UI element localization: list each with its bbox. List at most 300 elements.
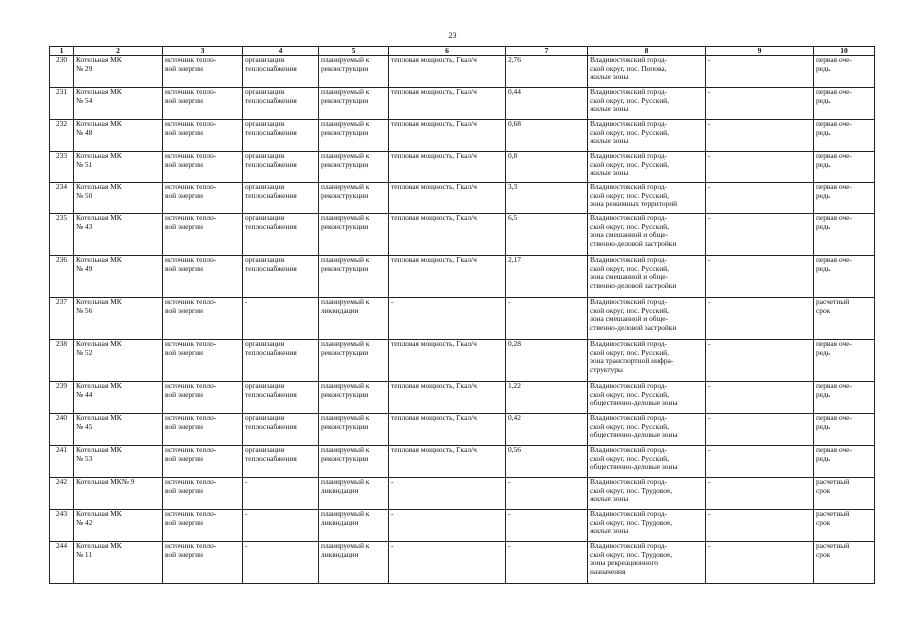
parameter-cell <box>389 446 506 478</box>
stage-cell <box>814 510 875 542</box>
column-header: 3 <box>163 47 243 56</box>
cell-text-line: 0,28 <box>508 339 521 348</box>
row-number-cell: 236 <box>50 256 74 298</box>
cell-text-line: планируемый к <box>321 87 370 96</box>
cell-text-line: редь <box>816 95 831 105</box>
cell-text-line: реконструкции <box>321 453 369 463</box>
cell-text-line: Котельная МК <box>76 255 122 264</box>
cell-text-line: - <box>708 87 711 96</box>
column-header: 4 <box>243 47 319 56</box>
cell-text-line: - <box>708 381 711 390</box>
parameter-cell <box>389 152 506 183</box>
stage-cell <box>814 256 875 298</box>
cell-text-line: Владивостокский город- <box>590 55 668 64</box>
cell-text-line: ской округ, пос. Русский, <box>590 421 669 431</box>
cell-text-line: редь <box>816 190 831 200</box>
location-cell <box>588 382 706 414</box>
cell-text-line: первая оче- <box>816 339 852 348</box>
column-header: 1 <box>50 47 74 56</box>
cell-text-line: Владивостокский город- <box>590 255 668 264</box>
cell-text-line: Котельная МК <box>76 381 122 390</box>
cell-text-line: ликвидации <box>321 485 359 495</box>
cell-text-line: № 42 <box>76 517 93 527</box>
cell-text-line: № 56 <box>76 305 93 315</box>
cell-text-line: ской округ, пос. Трудовое, <box>590 549 673 559</box>
cell-text-line: теплоснабжения <box>245 159 297 169</box>
cell-text-line: - <box>508 509 511 518</box>
location-cell <box>588 120 706 152</box>
cell-text-line: источник тепло- <box>165 55 217 64</box>
cell-text-line: теплоснабжения <box>245 453 297 463</box>
cell-text-line: ской округ, пос. Русский, <box>590 263 669 273</box>
column-header: 6 <box>389 47 506 56</box>
cell-text-line: Владивостокский город- <box>590 87 668 96</box>
cell-text-line: редь <box>816 453 831 463</box>
cell-text-line: зоны рекреационного <box>590 558 659 568</box>
cell-text-line: № 51 <box>76 159 93 169</box>
cell-text-line: ственно-деловой застройки <box>590 238 677 248</box>
cell-text-line: реконструкции <box>321 263 369 273</box>
cell-text-line: - <box>708 541 711 550</box>
cell-text-line: первая оче- <box>816 381 852 390</box>
cell-text-line: ской округ, пос. Русский, <box>590 221 669 231</box>
parameter-cell <box>389 340 506 382</box>
cell-text-line: тепловая мощность, Гкал/ч <box>391 381 477 390</box>
cell-text-line: Котельная МК <box>76 413 122 422</box>
cell-text-line: реконструкции <box>321 190 369 200</box>
status-cell <box>319 214 389 256</box>
cell-text-line: Владивостокский город- <box>590 151 668 160</box>
stage-cell <box>814 478 875 510</box>
cell-text-line: жилые зоны <box>590 72 629 82</box>
location-cell <box>588 414 706 446</box>
cell-text-line: ской округ, пос. Трудовое, <box>590 517 673 527</box>
cell-text-line: теплоснабжения <box>245 263 297 273</box>
stage-cell <box>814 152 875 183</box>
location-cell <box>588 340 706 382</box>
cell-text-line: ской округ, пос. Русский, <box>590 95 669 105</box>
cell-text-line: вой энергии <box>165 453 203 463</box>
organization-cell <box>243 56 319 88</box>
cell-text-line: первая оче- <box>816 119 852 128</box>
object-type-cell <box>163 414 243 446</box>
status-cell <box>319 183 389 214</box>
object-type-cell <box>163 542 243 584</box>
row-number-cell: 242 <box>50 478 74 510</box>
column-header: 2 <box>74 47 163 56</box>
cell-text-line: вой энергии <box>165 221 203 231</box>
zone-cell <box>706 510 814 542</box>
cell-text-line: теплоснабжения <box>245 190 297 200</box>
object-name-cell <box>74 340 163 382</box>
status-cell <box>319 510 389 542</box>
cell-text-line: источник тепло- <box>165 477 217 486</box>
cell-text-line: планируемый к <box>321 119 370 128</box>
cell-text-line: - <box>508 541 511 550</box>
table-row <box>50 446 875 478</box>
organization-cell <box>243 256 319 298</box>
object-type-cell <box>163 478 243 510</box>
cell-text-line: реконструкции <box>321 421 369 431</box>
object-type-cell <box>163 446 243 478</box>
cell-text-line: 2,17 <box>508 255 521 264</box>
cell-text-line: № 44 <box>76 389 93 399</box>
cell-text-line: источник тепло- <box>165 255 217 264</box>
object-name-cell <box>74 414 163 446</box>
cell-text-line: планируемый к <box>321 213 370 222</box>
cell-text-line: вой энергии <box>165 190 203 200</box>
cell-text-line: ской округ, пос. Русский, <box>590 347 669 357</box>
cell-text-line: вой энергии <box>165 389 203 399</box>
value-cell <box>506 382 588 414</box>
cell-text-line: Котельная МК <box>76 182 122 191</box>
cell-text-line: Владивостокский город- <box>590 339 668 348</box>
cell-text-line: организация <box>245 381 285 390</box>
cell-text-line: вой энергии <box>165 159 203 169</box>
cell-text-line: планируемый к <box>321 509 370 518</box>
cell-text-line: общественно-деловые зоны <box>590 462 678 472</box>
row-number-cell: 230 <box>50 56 74 88</box>
cell-text-line: планируемый к <box>321 297 370 306</box>
status-cell <box>319 446 389 478</box>
cell-text-line: Котельная МК <box>76 151 122 160</box>
organization-cell <box>243 88 319 120</box>
zone-cell <box>706 446 814 478</box>
cell-text-line: - <box>708 55 711 64</box>
cell-text-line: источник тепло- <box>165 297 217 306</box>
cell-text-line: - <box>245 541 248 550</box>
cell-text-line: теплоснабжения <box>245 95 297 105</box>
cell-text-line: первая оче- <box>816 413 852 422</box>
location-cell <box>588 298 706 340</box>
object-type-cell <box>163 56 243 88</box>
row-number-cell: 244 <box>50 542 74 584</box>
cell-text-line: срок <box>816 305 831 315</box>
row-number-cell: 234 <box>50 183 74 214</box>
column-header: 10 <box>814 47 875 56</box>
cell-text-line: теплоснабжения <box>245 63 297 73</box>
cell-text-line: организация <box>245 119 285 128</box>
cell-text-line: жилые зоны <box>590 136 629 146</box>
cell-text-line: вой энергии <box>165 263 203 273</box>
cell-text-line: 2,76 <box>508 55 521 64</box>
cell-text-line: редь <box>816 347 831 357</box>
stage-cell <box>814 382 875 414</box>
cell-text-line: ликвидации <box>321 549 359 559</box>
zone-cell <box>706 214 814 256</box>
data-table <box>49 46 875 584</box>
cell-text-line: первая оче- <box>816 182 852 191</box>
cell-text-line: ственно-деловой застройки <box>590 280 677 290</box>
value-cell <box>506 256 588 298</box>
cell-text-line: планируемый к <box>321 182 370 191</box>
parameter-cell <box>389 56 506 88</box>
table-body <box>50 56 875 584</box>
organization-cell <box>243 340 319 382</box>
cell-text-line: организация <box>245 87 285 96</box>
cell-text-line: редь <box>816 263 831 273</box>
object-type-cell <box>163 214 243 256</box>
cell-text-line: тепловая мощность, Гкал/ч <box>391 445 477 454</box>
cell-text-line: жилые зоны <box>590 104 629 114</box>
object-name-cell <box>74 56 163 88</box>
cell-text-line: источник тепло- <box>165 541 217 550</box>
cell-text-line: 0,56 <box>508 445 521 454</box>
cell-text-line: жилые зоны <box>590 526 629 536</box>
cell-text-line: редь <box>816 221 831 231</box>
cell-text-line: теплоснабжения <box>245 421 297 431</box>
stage-cell <box>814 214 875 256</box>
parameter-cell <box>389 382 506 414</box>
cell-text-line: организация <box>245 255 285 264</box>
object-type-cell <box>163 256 243 298</box>
zone-cell <box>706 340 814 382</box>
object-name-cell <box>74 88 163 120</box>
cell-text-line: № 54 <box>76 95 93 105</box>
cell-text-line: источник тепло- <box>165 445 217 454</box>
cell-text-line: срок <box>816 549 831 559</box>
parameter-cell <box>389 298 506 340</box>
cell-text-line: источник тепло- <box>165 119 217 128</box>
zone-cell <box>706 152 814 183</box>
parameter-cell <box>389 88 506 120</box>
cell-text-line: № 50 <box>76 190 93 200</box>
location-cell <box>588 56 706 88</box>
organization-cell <box>243 298 319 340</box>
object-type-cell <box>163 152 243 183</box>
object-name-cell <box>74 382 163 414</box>
cell-text-line: ской округ, пос. Русский, <box>590 305 669 315</box>
cell-text-line: источник тепло- <box>165 182 217 191</box>
status-cell <box>319 382 389 414</box>
value-cell <box>506 56 588 88</box>
cell-text-line: организация <box>245 413 285 422</box>
table-row <box>50 298 875 340</box>
cell-text-line: вой энергии <box>165 127 203 137</box>
cell-text-line: тепловая мощность, Гкал/ч <box>391 151 477 160</box>
table-row <box>50 88 875 120</box>
row-number-cell: 237 <box>50 298 74 340</box>
cell-text-line: Котельная МК <box>76 87 122 96</box>
zone-cell <box>706 183 814 214</box>
zone-cell <box>706 382 814 414</box>
column-header: 9 <box>706 47 814 56</box>
status-cell <box>319 120 389 152</box>
cell-text-line: расчетный <box>816 297 850 306</box>
cell-text-line: - <box>708 213 711 222</box>
header-row <box>50 47 875 56</box>
cell-text-line: планируемый к <box>321 55 370 64</box>
cell-text-line: - <box>708 509 711 518</box>
cell-text-line: зона транспортной инфра- <box>590 356 674 366</box>
cell-text-line: ской округ, пос. Русский, <box>590 159 669 169</box>
value-cell <box>506 214 588 256</box>
cell-text-line: - <box>391 477 394 486</box>
cell-text-line: источник тепло- <box>165 381 217 390</box>
parameter-cell <box>389 120 506 152</box>
cell-text-line: 1,22 <box>508 381 521 390</box>
cell-text-line: № 49 <box>76 263 93 273</box>
cell-text-line: № 11 <box>76 549 93 559</box>
cell-text-line: планируемый к <box>321 541 370 550</box>
stage-cell <box>814 340 875 382</box>
cell-text-line: ской округ, пос. Русский, <box>590 389 669 399</box>
cell-text-line: первая оче- <box>816 151 852 160</box>
zone-cell <box>706 478 814 510</box>
value-cell <box>506 152 588 183</box>
cell-text-line: организация <box>245 445 285 454</box>
cell-text-line: Котельная МК <box>76 297 122 306</box>
status-cell <box>319 340 389 382</box>
cell-text-line: планируемый к <box>321 445 370 454</box>
stage-cell <box>814 183 875 214</box>
parameter-cell <box>389 183 506 214</box>
stage-cell <box>814 88 875 120</box>
object-type-cell <box>163 120 243 152</box>
location-cell <box>588 88 706 120</box>
cell-text-line: ской округ, пос. Русский, <box>590 127 669 137</box>
organization-cell <box>243 446 319 478</box>
table-row <box>50 510 875 542</box>
cell-text-line: первая оче- <box>816 55 852 64</box>
cell-text-line: организация <box>245 213 285 222</box>
location-cell <box>588 542 706 584</box>
object-name-cell <box>74 446 163 478</box>
cell-text-line: Владивостокский город- <box>590 381 668 390</box>
cell-text-line: Владивостокский город- <box>590 213 668 222</box>
table-row <box>50 152 875 183</box>
stage-cell <box>814 414 875 446</box>
cell-text-line: - <box>708 339 711 348</box>
object-type-cell <box>163 382 243 414</box>
organization-cell <box>243 510 319 542</box>
cell-text-line: ской округ, пос. Русский, <box>590 453 669 463</box>
parameter-cell <box>389 478 506 510</box>
cell-text-line: зона смешанной и обще- <box>590 230 668 240</box>
cell-text-line: реконструкции <box>321 63 369 73</box>
cell-text-line: планируемый к <box>321 477 370 486</box>
cell-text-line: редь <box>816 389 831 399</box>
table-row <box>50 120 875 152</box>
value-cell <box>506 478 588 510</box>
value-cell <box>506 510 588 542</box>
zone-cell <box>706 120 814 152</box>
cell-text-line: планируемый к <box>321 339 370 348</box>
cell-text-line: расчетный <box>816 541 850 550</box>
row-number-cell: 238 <box>50 340 74 382</box>
value-cell <box>506 340 588 382</box>
stage-cell <box>814 120 875 152</box>
location-cell <box>588 152 706 183</box>
cell-text-line: редь <box>816 127 831 137</box>
status-cell <box>319 298 389 340</box>
object-name-cell <box>74 542 163 584</box>
status-cell <box>319 256 389 298</box>
cell-text-line: планируемый к <box>321 381 370 390</box>
page-number: 23 <box>448 31 457 40</box>
zone-cell <box>706 298 814 340</box>
organization-cell <box>243 478 319 510</box>
value-cell <box>506 88 588 120</box>
cell-text-line: срок <box>816 485 831 495</box>
cell-text-line: первая оче- <box>816 213 852 222</box>
value-cell <box>506 183 588 214</box>
table-row <box>50 414 875 446</box>
table-row <box>50 478 875 510</box>
cell-text-line: № 53 <box>76 453 93 463</box>
cell-text-line: тепловая мощность, Гкал/ч <box>391 413 477 422</box>
object-name-cell <box>74 183 163 214</box>
cell-text-line: 0,44 <box>508 87 521 96</box>
cell-text-line: ственно-деловой застройки <box>590 322 677 332</box>
object-type-cell <box>163 88 243 120</box>
cell-text-line: № 29 <box>76 63 93 73</box>
cell-text-line: вой энергии <box>165 517 203 527</box>
location-cell <box>588 478 706 510</box>
cell-text-line: реконструкции <box>321 95 369 105</box>
cell-text-line: - <box>708 182 711 191</box>
object-name-cell <box>74 298 163 340</box>
row-number-cell: 233 <box>50 152 74 183</box>
object-name-cell <box>74 120 163 152</box>
cell-text-line: тепловая мощность, Гкал/ч <box>391 182 477 191</box>
organization-cell <box>243 542 319 584</box>
status-cell <box>319 414 389 446</box>
cell-text-line: Владивостокский город- <box>590 445 668 454</box>
stage-cell <box>814 542 875 584</box>
cell-text-line: вой энергии <box>165 421 203 431</box>
cell-text-line: Владивостокский город- <box>590 119 668 128</box>
cell-text-line: Котельная МК№ 9 <box>76 477 135 486</box>
cell-text-line: № 45 <box>76 421 93 431</box>
cell-text-line: - <box>708 119 711 128</box>
parameter-cell <box>389 510 506 542</box>
cell-text-line: источник тепло- <box>165 213 217 222</box>
cell-text-line: Котельная МК <box>76 509 122 518</box>
cell-text-line: ликвидации <box>321 517 359 527</box>
cell-text-line: организация <box>245 182 285 191</box>
row-number-cell: 232 <box>50 120 74 152</box>
organization-cell <box>243 414 319 446</box>
table-row <box>50 382 875 414</box>
organization-cell <box>243 120 319 152</box>
object-type-cell <box>163 510 243 542</box>
value-cell <box>506 298 588 340</box>
cell-text-line: теплоснабжения <box>245 127 297 137</box>
cell-text-line: вой энергии <box>165 549 203 559</box>
object-name-cell <box>74 510 163 542</box>
location-cell <box>588 510 706 542</box>
object-name-cell <box>74 478 163 510</box>
cell-text-line: вой энергии <box>165 63 203 73</box>
cell-text-line: Котельная МК <box>76 445 122 454</box>
parameter-cell <box>389 542 506 584</box>
cell-text-line: структуры <box>590 364 623 374</box>
cell-text-line: 0,42 <box>508 413 521 422</box>
zone-cell <box>706 414 814 446</box>
status-cell <box>319 56 389 88</box>
cell-text-line: общественно-деловые зоны <box>590 398 678 408</box>
zone-cell <box>706 256 814 298</box>
organization-cell <box>243 152 319 183</box>
parameter-cell <box>389 214 506 256</box>
cell-text-line: реконструкции <box>321 159 369 169</box>
status-cell <box>319 152 389 183</box>
cell-text-line: редь <box>816 421 831 431</box>
cell-text-line: реконструкции <box>321 127 369 137</box>
cell-text-line: организация <box>245 151 285 160</box>
cell-text-line: организация <box>245 339 285 348</box>
